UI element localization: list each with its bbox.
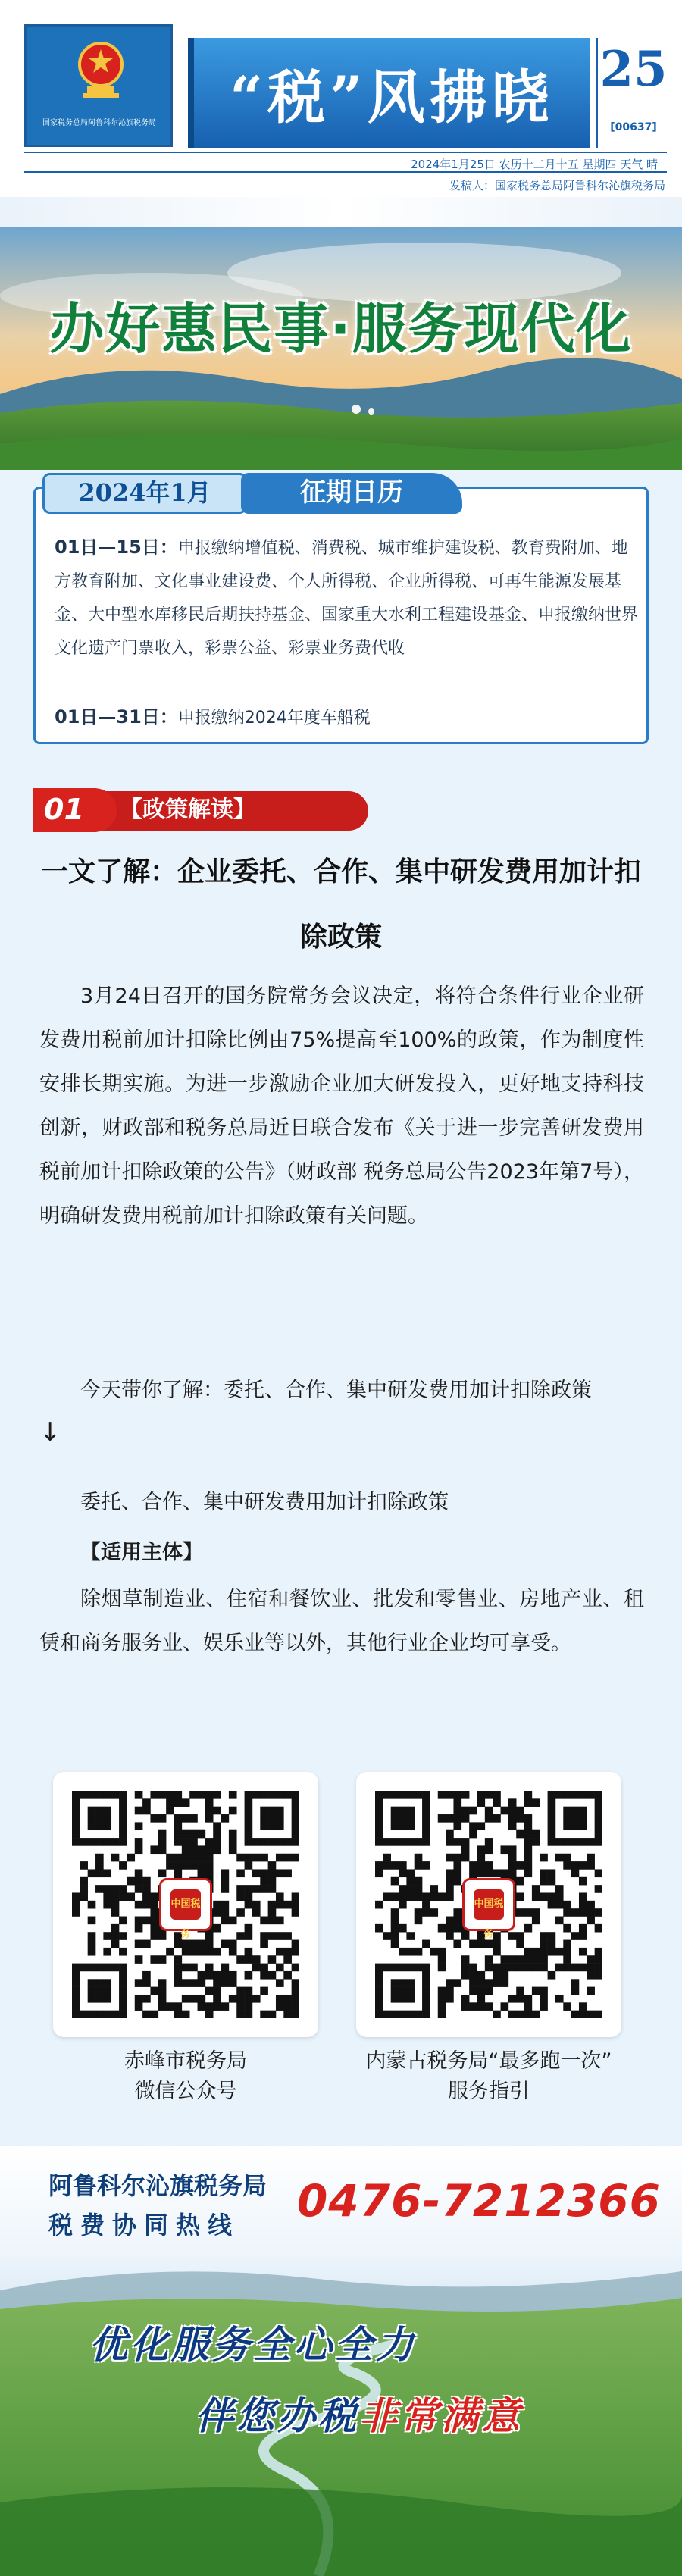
calendar-item	[55, 700, 638, 735]
date-line: 2024年1月25日 农历十二月十五 星期四 天气 晴	[411, 158, 658, 171]
issue-panel	[596, 38, 667, 148]
hotline-label: 税费协同热线	[48, 2211, 240, 2240]
masthead-stripe	[0, 197, 682, 227]
article-title: 一文了解：企业委托、合作、集中研发费用加计扣除政策	[40, 856, 641, 953]
hotline-org: 阿鲁科尔沁旗税务局	[48, 2171, 267, 2200]
article-paragraph: 3月24日召开的国务院常务会议决定，将符合条件行业企业研发费用税前加计扣除比例由75%提高至100%的政策，作为制度性安排长期实施。为进一步激励企业加大研发投入，更好地支持科技创新，财政部和税务总局近日联合发布《关于进一步完善研发费用税前加计扣除政策的公告》（财政部 税务总局公告2023年第7号），明确研发费用税前加计扣除政策有关问题。	[39, 984, 644, 1228]
article-paragraph: 今天带你了解：委托、合作、集中研发费用加计扣除政策	[80, 1379, 592, 1402]
section-label: 【政策解读】	[97, 791, 368, 831]
issue-number: 25	[599, 41, 668, 98]
qr-caption-line: 微信公众号	[134, 2080, 237, 2103]
qr-caption	[27, 2046, 345, 2107]
qr-code-card[interactable]	[53, 1772, 318, 2037]
slogan-line: 优化服务全心全力	[89, 2322, 417, 2367]
emblem-panel	[24, 24, 173, 147]
qr-caption-line: 内蒙古税务局“最多跑一次”	[365, 2049, 612, 2073]
issue-code: [00637]	[610, 121, 657, 133]
calendar-title-tab: 征期日历	[241, 473, 462, 514]
tax-logo-icon	[159, 1878, 212, 1940]
calendar-item-text: 申报缴纳2024年度车船税	[177, 709, 371, 728]
hero-banner	[0, 227, 682, 470]
calendar-item	[55, 531, 638, 665]
down-arrow-icon: ↓	[39, 1417, 61, 1448]
slogan-highlight: 非常满意	[359, 2393, 523, 2438]
calendar-item-days: 01日—15日：	[55, 537, 178, 558]
date-bar	[24, 152, 667, 173]
section-header	[33, 788, 368, 832]
masthead	[0, 0, 682, 227]
tax-logo-text: 中国税务	[170, 1889, 201, 1920]
tax-logo-icon	[462, 1878, 515, 1940]
slogan-line	[196, 2386, 523, 2440]
national-emblem-icon	[77, 39, 125, 99]
article-paragraph: 委托、合作、集中研发费用加计扣除政策	[80, 1491, 449, 1514]
hotline-number[interactable]: 0476-7212366	[297, 2175, 661, 2227]
masthead-title-panel	[188, 38, 590, 148]
calendar-item-days: 01日—31日：	[55, 706, 178, 728]
hero-title: 办好惠民事·服务现代化	[49, 297, 633, 361]
emblem-caption: 国家税务总局阿鲁科尔沁旗税务局	[42, 119, 156, 127]
article-paragraph: 除烟草制造业、住宿和餐饮业、批发和零售业、房地产业、租赁和商务服务业、娱乐业等以外，其他行业企业均可享受。	[39, 1588, 644, 1655]
qr-caption	[330, 2046, 648, 2107]
hotline-footer	[0, 2146, 682, 2576]
tax-logo-text: 中国税务	[474, 1889, 504, 1920]
slogan-text: 伴您办税	[196, 2393, 359, 2438]
article-subheading: 【适用主体】	[80, 1541, 203, 1564]
qr-code-card[interactable]	[356, 1772, 621, 2037]
qr-caption-line: 服务指引	[448, 2080, 530, 2103]
section-number: 01	[33, 788, 117, 832]
calendar-item-text: 申报缴纳增值税、消费税、城市维护建设税、教育费附加、地方教育附加、文化事业建设费、个人所得税、企业所得税、可再生能源发展基金、大中型水库移民后期扶持基金、国家重大水利工程建设基金、申报缴纳世界文化遗产门票收入，彩票公益、彩票业务费代收	[55, 539, 639, 658]
qr-caption-line: 赤峰市税务局	[124, 2049, 247, 2073]
newsletter-title: “税”风拂晓	[230, 64, 554, 131]
sponsor-line: 发稿人：国家税务总局阿鲁科尔沁旗税务局	[449, 179, 665, 192]
calendar-month-tab: 2024年1月	[42, 473, 247, 514]
